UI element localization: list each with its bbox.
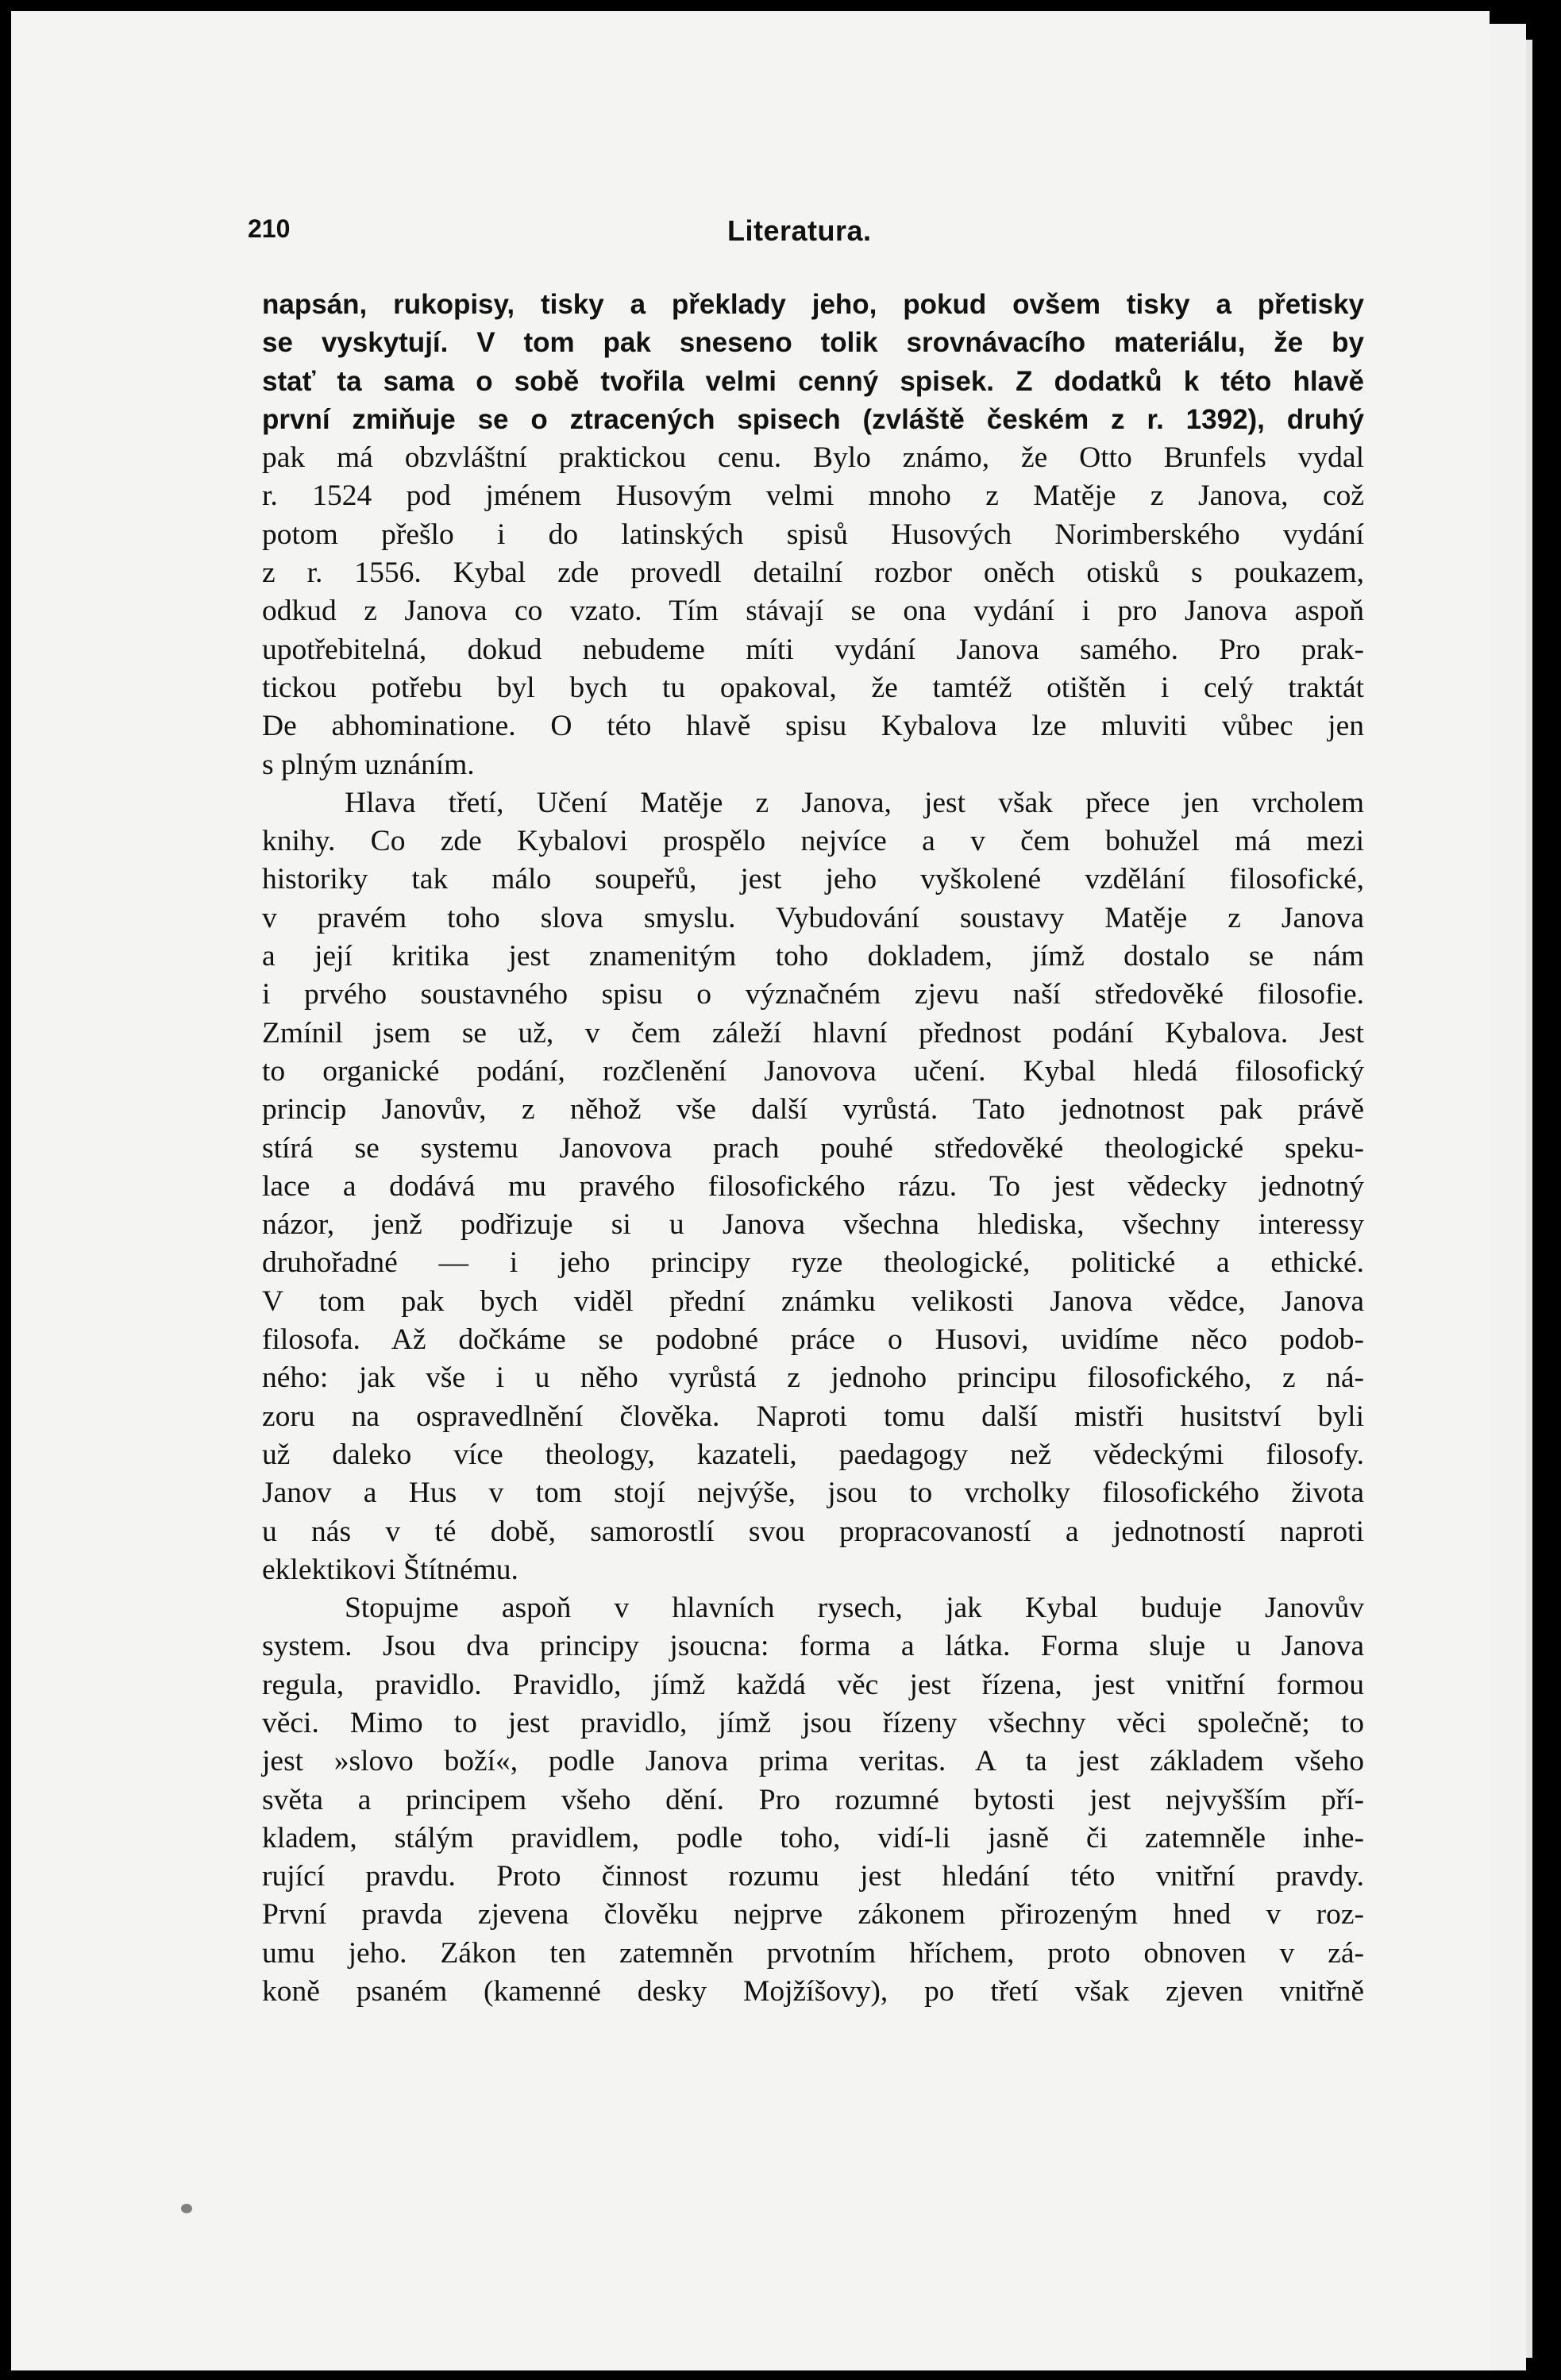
text-line: v pravém toho slova smyslu. Vybudování soustavy Matěje z Janova (262, 901, 1364, 934)
running-title: Literatura. (727, 214, 872, 247)
page-edge (1490, 24, 1526, 2370)
text-line: rující pravdu. Proto činnost rozumu jest hledání této vnitřní pravdy. (262, 1860, 1364, 1893)
text-line: princip Janovův, z něhož vše další vyrůstá. Tato jednotnost pak právě (262, 1093, 1364, 1126)
text-line: lace a dodává mu pravého filosofického rázu. To jest vědecky jednotný (262, 1169, 1364, 1203)
scan-speck (181, 2204, 192, 2213)
text-line: už daleko více theology, kazateli, paedagogy než vědeckými filosofy. (262, 1438, 1364, 1471)
page-header (248, 214, 1359, 254)
text-line: kladem, stálým pravidlem, podle toho, vidí-li jasně či zatemněle inhe- (262, 1821, 1364, 1854)
text-line: Zmínil jsem se už, v čem záleží hlavní přednost podání Kybalova. Jest (262, 1016, 1364, 1049)
text-line: potom přešlo i do latinských spisů Husových Norimberského vydání (262, 518, 1364, 551)
text-line: se vyskytují. V tom pak sneseno tolik srovnávacího materiálu, že by (262, 327, 1364, 359)
text-line: názor, jenž podřizuje si u Janova všechna hlediska, všechny interessy (262, 1208, 1364, 1242)
text-line: věci. Mimo to jest pravidlo, jímž jsou řízeny všechny věci společně; to (262, 1706, 1364, 1739)
text-line: regula, pravidlo. Pravidlo, jímž každá věc jest řízena, jest vnitřní formou (262, 1668, 1364, 1701)
text-line: světa a principem všeho dění. Pro rozumné bytosti jest nejvyšším pří- (262, 1783, 1364, 1816)
text-line: stať ta sama o sobě tvořila velmi cenný spisek. Z dodatků k této hlavě (262, 365, 1364, 397)
text-line: První pravda zjevena člověku nejprve zákonem přirozeným hned v roz- (262, 1898, 1364, 1931)
text-line: umu jeho. Zákon ten zatemněn prvotním hříchem, proto obnoven v zá- (262, 1936, 1364, 1970)
text-line: druhořadné — i jeho principy ryze theologické, politické a ethické. (262, 1246, 1364, 1280)
text-line: filosofa. Až dočkáme se podobné práce o Husovi, uvidíme něco podob- (262, 1323, 1364, 1357)
text-line: zoru na ospravedlnění člověka. Naproti tomu další mistři husitství byli (262, 1400, 1364, 1433)
page-edge-line (1526, 40, 1532, 2358)
text-line: r. 1524 pod jménem Husovým velmi mnoho z Matěje z Janova, což (262, 479, 1364, 513)
text-line: i prvého soustavného spisu o význačném zjevu naší středověké filosofie. (262, 978, 1364, 1011)
text-line: system. Jsou dva principy jsoucna: forma a látka. Forma sluje u Janova (262, 1630, 1364, 1663)
text-line: De abhominatione. O této hlavě spisu Kybalova lze mluviti vůbec jen (262, 710, 1364, 743)
text-line: pak má obzvláštní praktickou cenu. Bylo známo, že Otto Brunfels vydal (262, 441, 1364, 475)
text-line: Stopujme aspoň v hlavních rysech, jak Kybal buduje Janovův (345, 1592, 1364, 1625)
text-line: knihy. Co zde Kybalovi prospělo nejvíce a v čem bohužel má mezi (262, 825, 1364, 858)
text-line: první zmiňuje se o ztracených spisech (zvláště českém z r. 1392), druhý (262, 403, 1364, 435)
text-line: stírá se systemu Janovova prach pouhé středověké theologické speku- (262, 1131, 1364, 1165)
text-line: s plným uznáním. (262, 748, 475, 781)
text-line: to organické podání, rozčlenění Janovova učení. Kybal hledá filosofický (262, 1054, 1364, 1088)
text-line: Hlava třetí, Učení Matěje z Janova, jest však přece jen vrcholem (345, 786, 1364, 819)
text-line: koně psaném (kamenné desky Mojžíšovy), po třetí však zjeven vnitřně (262, 1975, 1364, 2008)
text-line: u nás v té době, samorostlí svou propracovaností a jednotností naproti (262, 1515, 1364, 1548)
text-line: ného: jak vše i u něho vyrůstá z jednoho principu filosofického, z ná- (262, 1361, 1364, 1395)
text-line: Janov a Hus v tom stojí nejvýše, jsou to vrcholky filosofického života (262, 1477, 1364, 1510)
text-line: z r. 1556. Kybal zde provedl detailní rozbor oněch otisků s poukazem, (262, 556, 1364, 590)
text-line: V tom pak bych viděl přední známku velikosti Janova vědce, Janova (262, 1284, 1364, 1318)
text-line: upotřebitelná, dokud nebudeme míti vydání Janova samého. Pro prak- (262, 633, 1364, 666)
text-line: a její kritika jest znamenitým toho dokladem, jímž dostalo se nám (262, 940, 1364, 973)
text-line: jest »slovo boží«, podle Janova prima veritas. A ta jest základem všeho (262, 1745, 1364, 1778)
text-line: tickou potřebu byl bych tu opakoval, že tamtéž otištěn i celý traktát (262, 671, 1364, 704)
text-line: historiky tak málo soupeřů, jest jeho vyškolené vzdělání filosofické, (262, 863, 1364, 896)
text-line: odkud z Janova co vzato. Tím stávají se ona vydání i pro Janova aspoň (262, 595, 1364, 628)
text-line: eklektikovi Štítnému. (262, 1553, 518, 1586)
body-text (262, 286, 1364, 2011)
text-line: napsán, rukopisy, tisky a překlady jeho, pokud ovšem tisky a přetisky (262, 289, 1364, 320)
page-number: 210 (248, 214, 291, 243)
